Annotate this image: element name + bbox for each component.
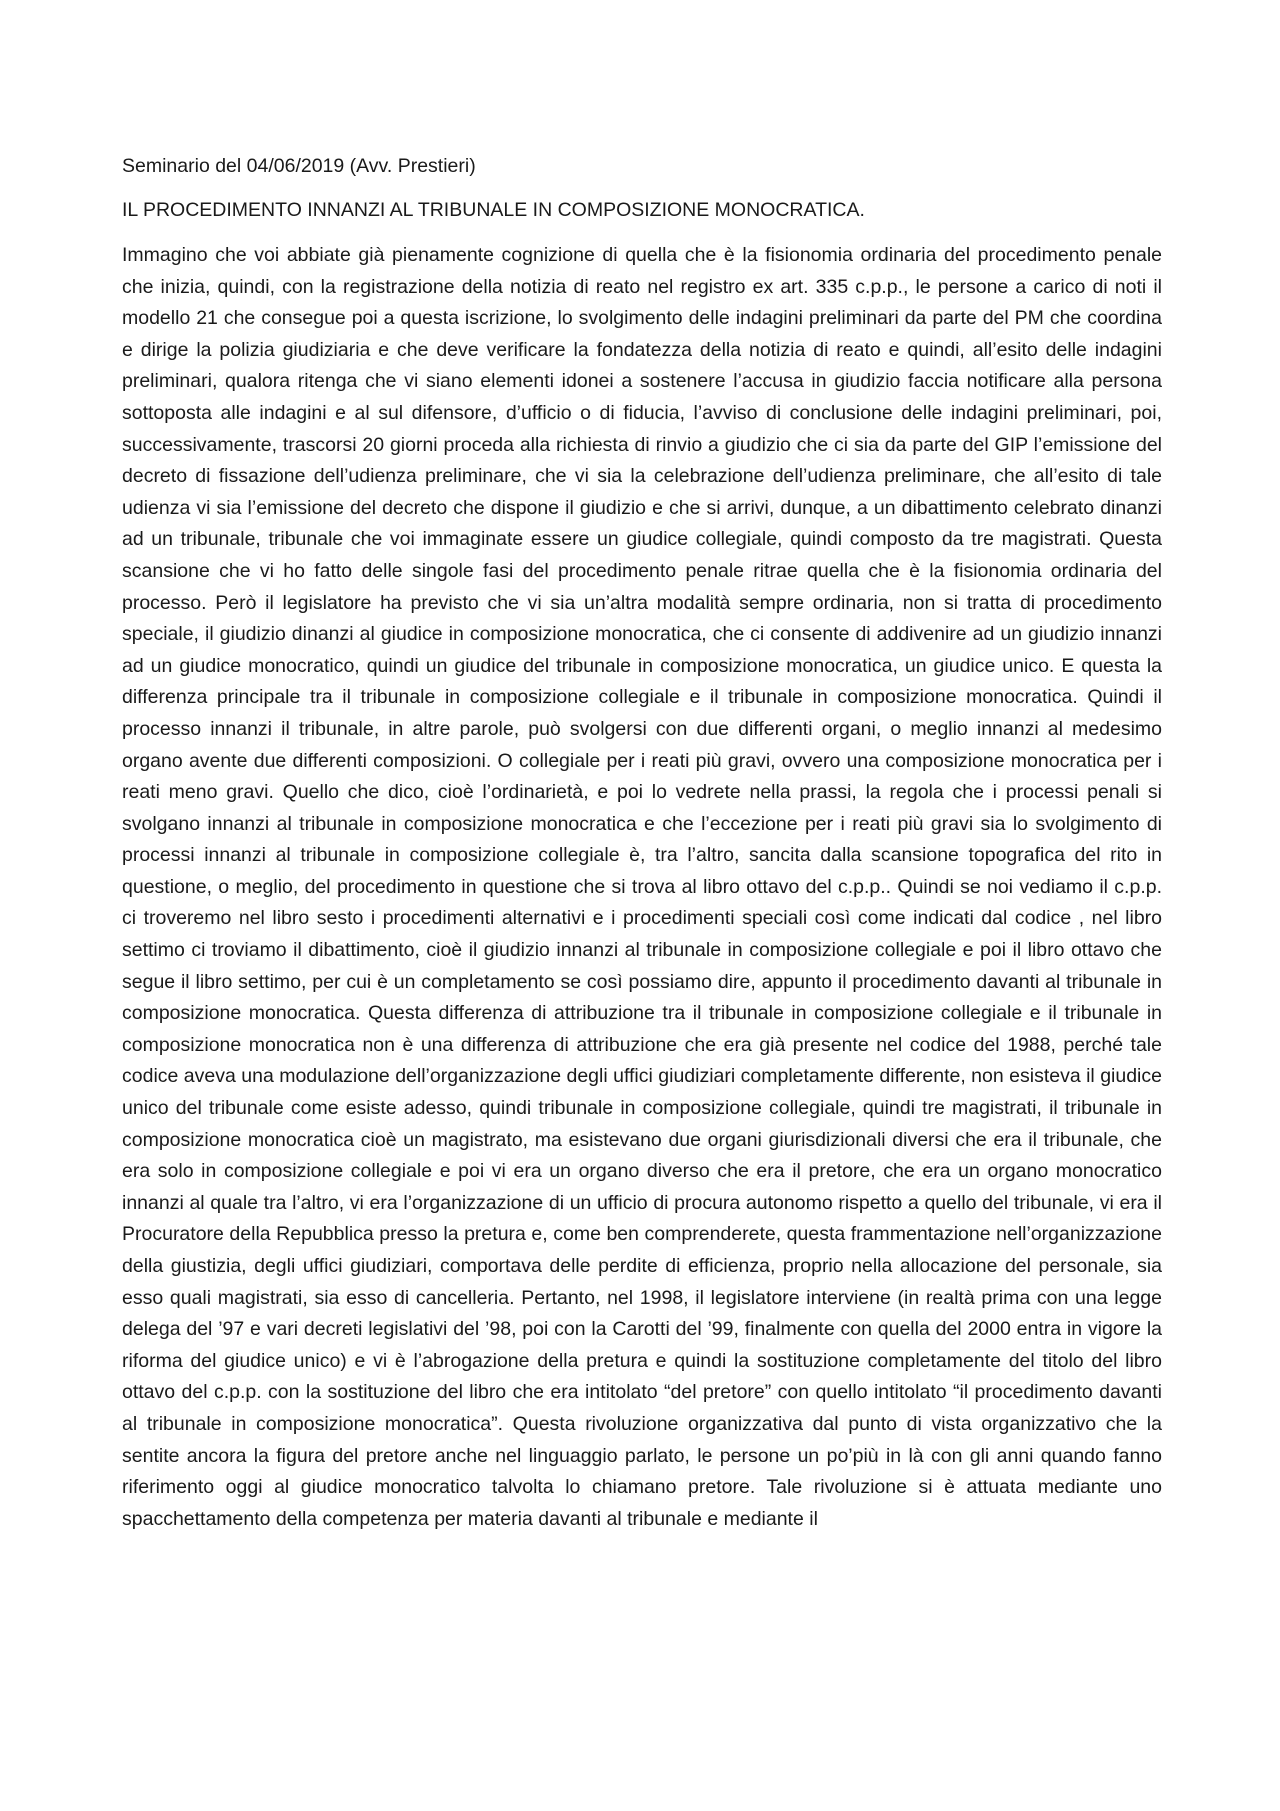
- body-paragraph: Immagino che voi abbiate già pienamente cognizione di quella che è la fisionomia ordinaria del procedimento penale che inizia, quindi, con la registrazione della notizia di reato nel registro ex art. 335 c.p.p., le persone a carico di noti il modello 21 che consegue poi a questa iscrizione, lo svolgimento delle indagini preliminari da parte del PM che coordina e dirige la polizia giudiziaria e che deve verificare la fondatezza della notizia di reato e quindi, all’esito delle indagini preliminari, qualora ritenga che vi siano elementi idonei a sostenere l’accusa in giudizio faccia notificare alla persona sottoposta alle indagini e al sul difensore, d’ufficio o di fiducia, l’avviso di conclusione delle indagini preliminari, poi, successivamente, trascorsi 20 giorni proceda alla richiesta di rinvio a giudizio che ci sia da parte del GIP l’emissione del decreto di fissazione dell’udienza preliminare, che vi sia la celebrazione dell’udienza preliminare, che all’esito di tale udienza vi sia l’emissione del decreto che dispone il giudizio e che si arrivi, dunque, a un dibattimento celebrato dinanzi ad un tribunale, tribunale che voi immaginate essere un giudice collegiale, quindi composto da tre magistrati. Questa scansione che vi ho fatto delle singole fasi del procedimento penale ritrae quella che è la fisionomia ordinaria del processo. Però il legislatore ha previsto che vi sia un’altra modalità sempre ordinaria, non si tratta di procedimento speciale, il giudizio dinanzi al giudice in composizione monocratica, che ci consente di addivenire ad un giudizio innanzi ad un giudice monocratico, quindi un giudice del tribunale in composizione monocratica, un giudice unico. E questa la differenza principale tra il tribunale in composizione collegiale e il tribunale in composizione monocratica. Quindi il processo innanzi il tribunale, in altre parole, può svolgersi con due differenti organi, o meglio innanzi al medesimo organo avente due differenti composizioni. O collegiale per i reati più gravi, ovvero una composizione monocratica per i reati meno gravi. Quello che dico, cioè l’ordinarietà, e poi lo vedrete nella prassi, la regola che i processi penali si svolgano innanzi al tribunale in composizione monocratica e che l’eccezione per i reati più gravi sia lo svolgimento di processi innanzi al tribunale in composizione collegiale è, tra l’altro, sancita dalla scansione topografica del rito in questione, o meglio, del procedimento in questione che si trova al libro ottavo del c.p.p.. Quindi se noi vediamo il c.p.p. ci troveremo nel libro sesto i procedimenti alternativi e i procedimenti speciali così come indicati dal codice , nel libro settimo ci troviamo il dibattimento, cioè il giudizio innanzi al tribunale in composizione collegiale e poi il libro ottavo che segue il libro settimo, per cui è un completamento se così possiamo dire, appunto il procedimento davanti al tribunale in composizione monocratica. Questa differenza di attribuzione tra il tribunale in composizione collegiale e il tribunale in composizione monocratica non è una differenza di attribuzione che era già presente nel codice del 1988, perché tale codice aveva una modulazione dell’organizzazione degli uffici giudiziari completamente differente, non esisteva il giudice unico del tribunale come esiste adesso, quindi tribunale in composizione collegiale, quindi tre magistrati, il tribunale in composizione monocratica cioè un magistrato, ma esistevano due organi giurisdizionali diversi che era il tribunale, che era solo in composizione collegiale e poi vi era un organo diverso che era il pretore, che era un organo monocratico innanzi al quale tra l’altro, vi era l’organizzazione di un ufficio di procura autonomo rispetto a quello del tribunale, vi era il Procuratore della Repubblica presso la pretura e, come ben comprenderete, questa frammentazione nell’organizzazione della giustizia, degli uffici giudiziari, comportava delle perdite di efficienza, proprio nella allocazione del personale, sia esso quali magistrati, sia esso di cancelleria. Pertanto, nel 1998, il legislatore interviene (in realtà prima con una legge delega del ’97 e vari decreti legislativi del ’98, poi con la Carotti del ’99, finalmente con quella del 2000 entra in vigore la riforma del giudice unico) e vi è l’abrogazione della pretura e quindi la sostituzione completamente del titolo del libro ottavo del c.p.p. con la sostituzione del libro che era intitolato “del pretore” con quello intitolato “il procedimento davanti al tribunale in composizione monocratica”. Questa rivoluzione organizzativa dal punto di vista organizzativo che la sentite ancora la figura del pretore anche nel linguaggio parlato, le persone un po’più in là con gli anni quando fanno riferimento oggi al giudice monocratico talvolta lo chiamano pretore. Tale rivoluzione si è attuata mediante uno spacchettamento della competenza per materia davanti al tribunale e mediante il: [122, 244, 1162, 1530]
- document-content: [122, 152, 1162, 1535]
- document-title: IL PROCEDIMENTO INNANZI AL TRIBUNALE IN COMPOSIZIONE MONOCRATICA.: [122, 199, 865, 221]
- seminar-header: Seminario del 04/06/2019 (Avv. Prestieri): [122, 155, 476, 177]
